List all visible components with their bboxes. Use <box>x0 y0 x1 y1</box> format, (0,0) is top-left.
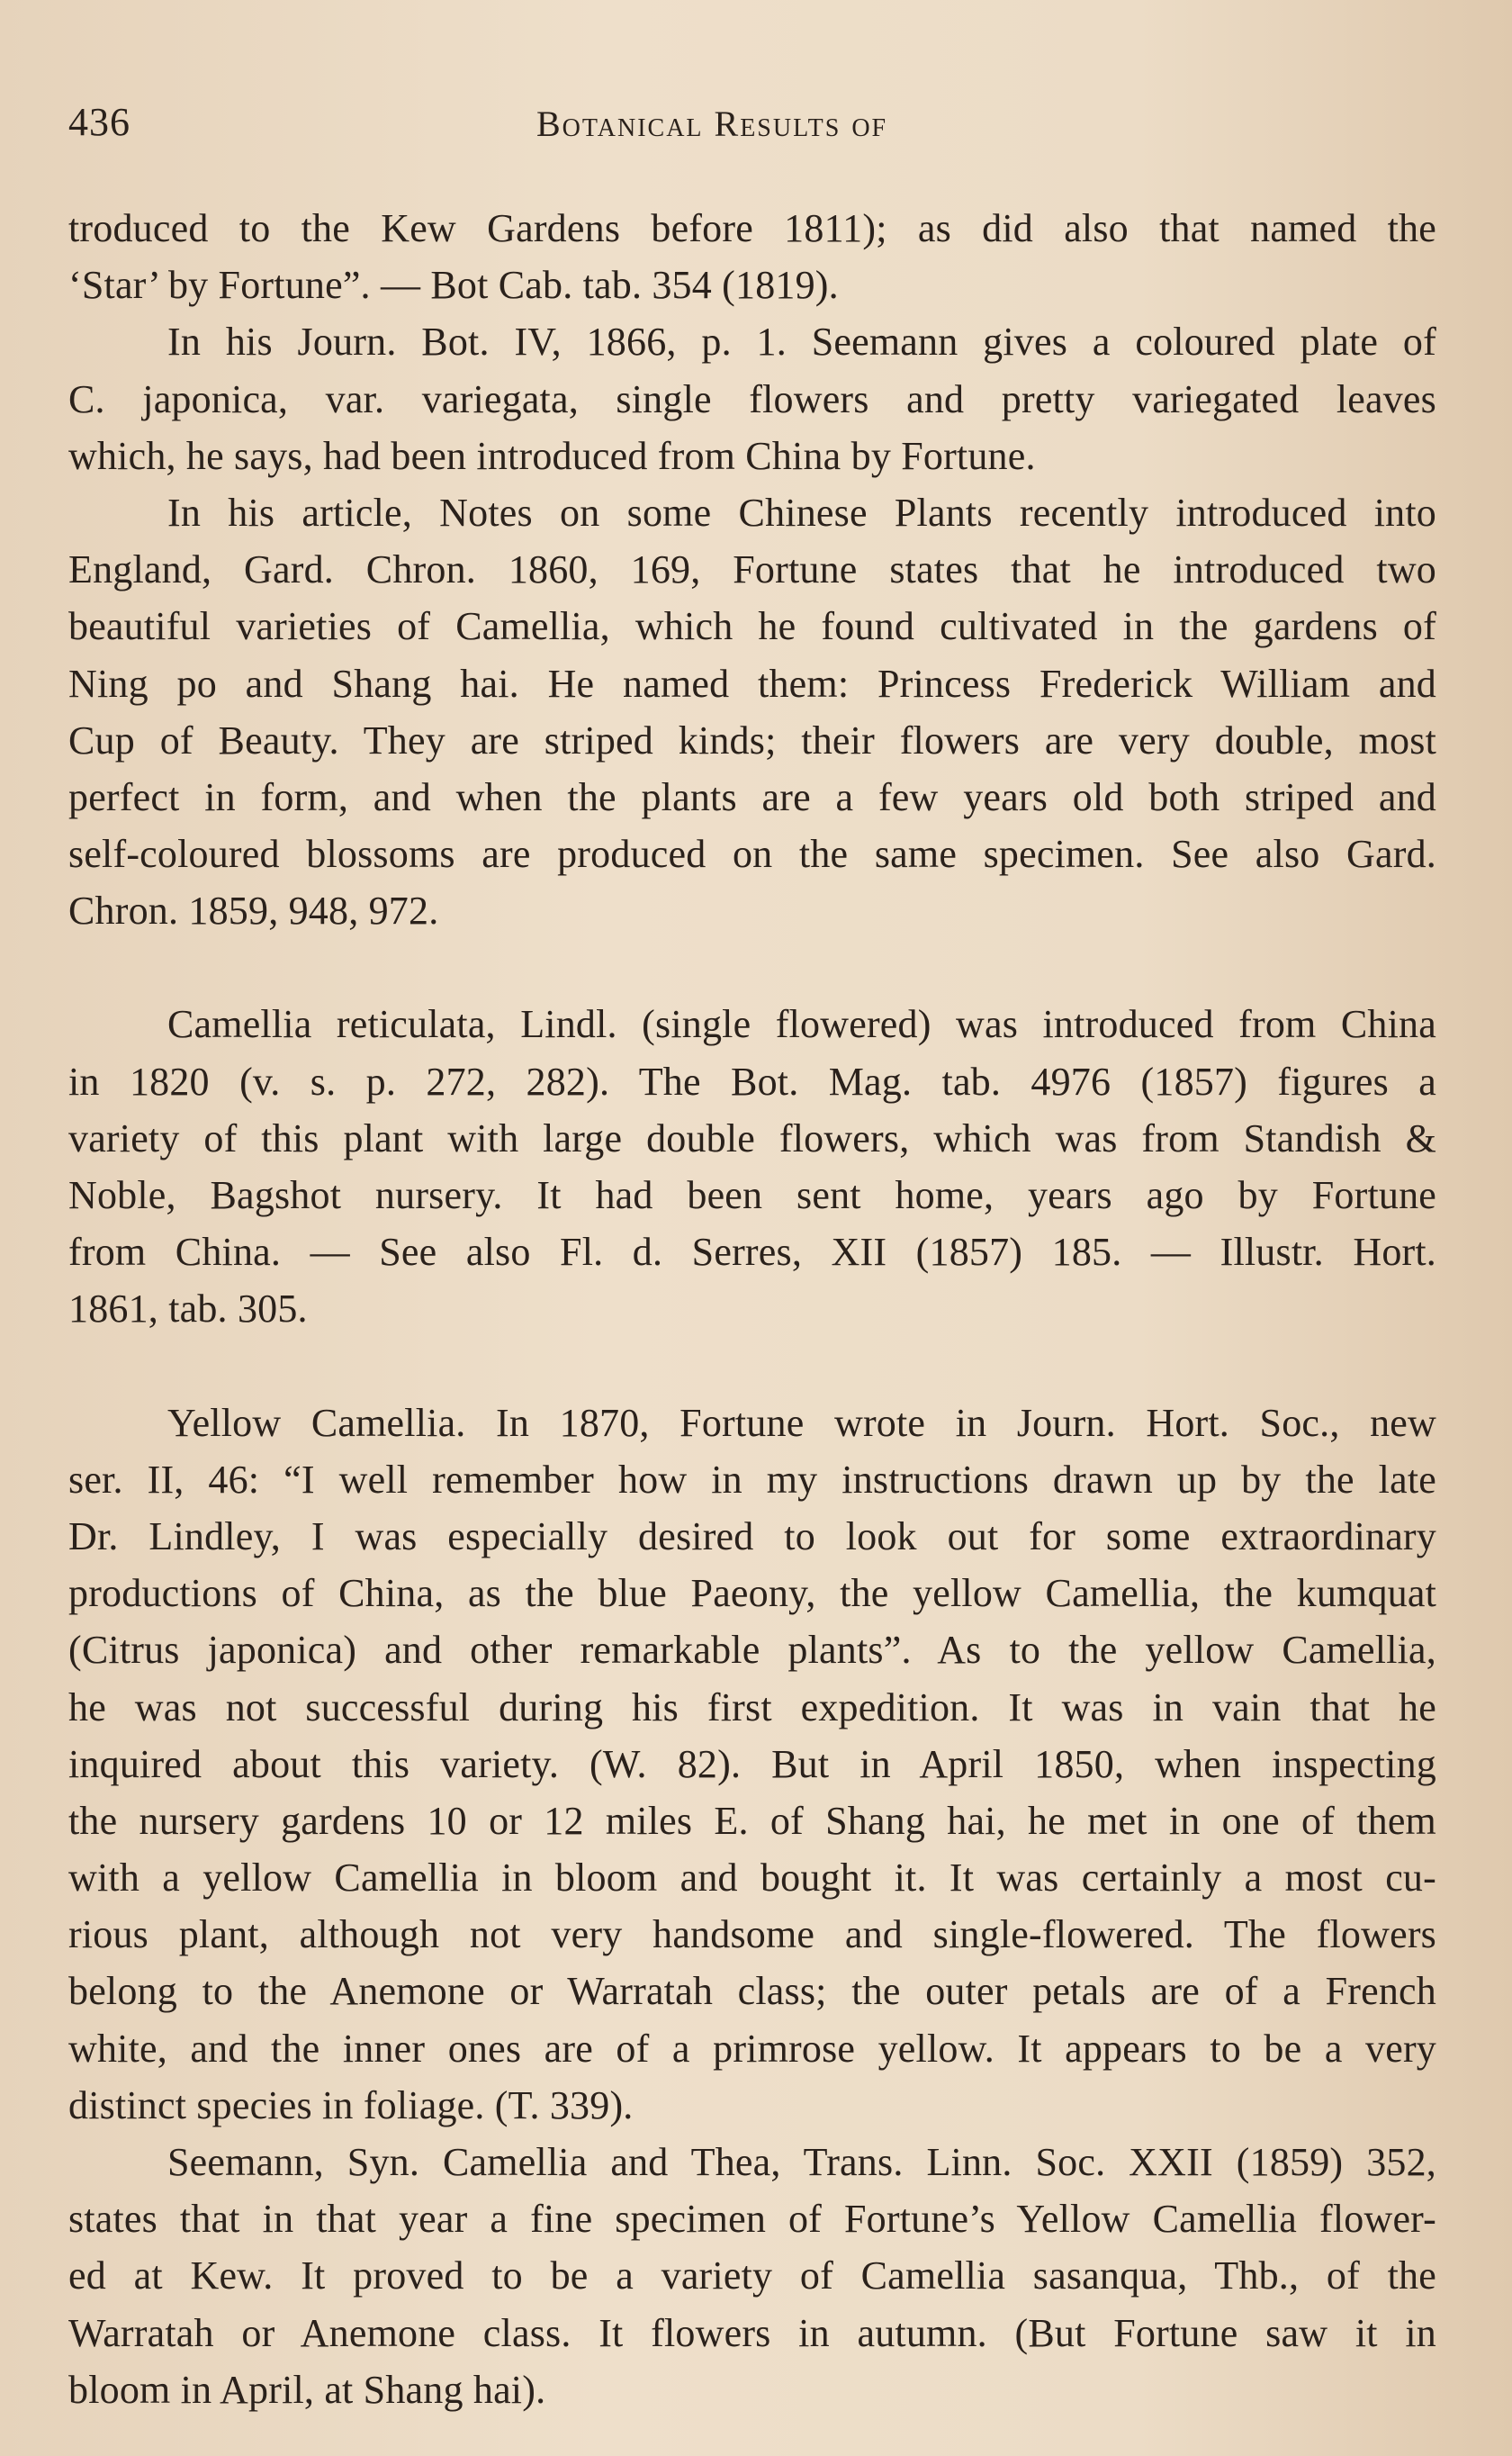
text-line: with a yellow Camellia in bloom and bought it. It was certainly a most cu- <box>68 1856 1436 1901</box>
text-line: In his article, Notes on some Chinese Plants recently introduced into <box>167 490 1436 535</box>
text-line: Cup of Beauty. They are striped kinds; their flowers are very double, most <box>68 718 1436 763</box>
paragraph <box>68 200 1436 313</box>
text-line: bloom in April, at Shang hai). <box>68 2367 546 2412</box>
text-line: ed at Kew. It proved to be a variety of Camellia sasanqua, Thb., of the <box>68 2253 1436 2298</box>
paragraph-gap <box>68 1338 1436 1395</box>
text-line: distinct species in foliage. (T. 339). <box>68 2082 634 2127</box>
text-line: Camellia reticulata, Lindl. (single flowered) was introduced from China <box>167 1002 1436 1047</box>
paragraph <box>68 313 1436 484</box>
text-line: England, Gard. Chron. 1860, 169, Fortune states that he introduced two <box>68 547 1436 592</box>
paragraph-gap <box>68 939 1436 996</box>
text-line: self-coloured blossoms are produced on the same specimen. See also Gard. <box>68 832 1436 877</box>
text-line: Chron. 1859, 948, 972. <box>68 889 439 934</box>
text-line: in 1820 (v. s. p. 272, 282). The Bot. Mag. tab. 4976 (1857) figures a <box>68 1059 1436 1104</box>
text-line: In his Journ. Bot. IV, 1866, p. 1. Seemann gives a coloured plate of <box>167 320 1436 365</box>
text-line: ser. II, 46: “I well remember how in my instructions drawn up by the late <box>68 1457 1436 1502</box>
text-line: Noble, Bagshot nursery. It had been sent home, years ago by Fortune <box>68 1173 1436 1217</box>
paragraph <box>68 2134 1436 2418</box>
running-head: Botanical Results of <box>536 104 888 144</box>
body-text <box>68 200 1436 2418</box>
text-line: Dr. Lindley, I was especially desired to look out for some extraordinary <box>68 1513 1436 1558</box>
paragraph <box>68 484 1436 940</box>
paragraph <box>68 1395 1436 2134</box>
text-line: variety of this plant with large double flowers, which was from Standish & <box>68 1115 1436 1160</box>
paragraph <box>68 996 1436 1337</box>
text-line: rious plant, although not very handsome and single-flowered. The flowers <box>68 1912 1436 1957</box>
text-line: inquired about this variety. (W. 82). But in April 1850, when inspecting <box>68 1741 1436 1786</box>
text-line: troduced to the Kew Gardens before 1811); as did also that named the <box>68 206 1436 250</box>
text-line: Yellow Camellia. In 1870, Fortune wrote in Journ. Hort. Soc., new <box>167 1400 1436 1445</box>
text-line: which, he says, had been introduced from China by Fortune. <box>68 433 1036 478</box>
text-line: Warratah or Anemone class. It flowers in autumn. (But Fortune saw it in <box>68 2310 1436 2355</box>
text-line: the nursery gardens 10 or 12 miles E. of Shang hai, he met in one of them <box>68 1798 1436 1843</box>
text-line: beautiful varieties of Camellia, which he found cultivated in the gardens of <box>68 604 1436 649</box>
text-line: (Citrus japonica) and other remarkable plants”. As to the yellow Camellia, <box>68 1628 1436 1673</box>
page-header <box>68 99 1436 153</box>
text-line: 1861, tab. 305. <box>68 1287 308 1332</box>
text-line: states that in that year a fine specimen of Fortune’s Yellow Camellia flower- <box>68 2197 1436 2242</box>
text-line: Seemann, Syn. Camellia and Thea, Trans. Linn. Soc. XXII (1859) 352, <box>167 2140 1436 2184</box>
text-line: C. japonica, var. variegata, single flowers and pretty variegated leaves <box>68 376 1436 421</box>
page-number: 436 <box>68 100 130 144</box>
text-line: perfect in form, and when the plants are a few years old both striped and <box>68 774 1436 819</box>
text-line: white, and the inner ones are of a primrose yellow. It appears to be a very <box>68 2026 1436 2071</box>
text-line: belong to the Anemone or Warratah class; the outer petals are of a French <box>68 1969 1436 2014</box>
text-line: Ning po and Shang hai. He named them: Princess Frederick William and <box>68 661 1436 706</box>
text-line: from China. — See also Fl. d. Serres, XII (1857) 185. — Illustr. Hort. <box>68 1230 1436 1275</box>
text-line: productions of China, as the blue Paeony, the yellow Camellia, the kumquat <box>68 1571 1436 1616</box>
text-line: ‘Star’ by Fortune”. — Bot Cab. tab. 354 (1819). <box>68 263 839 308</box>
text-line: he was not successful during his first expedition. It was in vain that he <box>68 1684 1436 1729</box>
